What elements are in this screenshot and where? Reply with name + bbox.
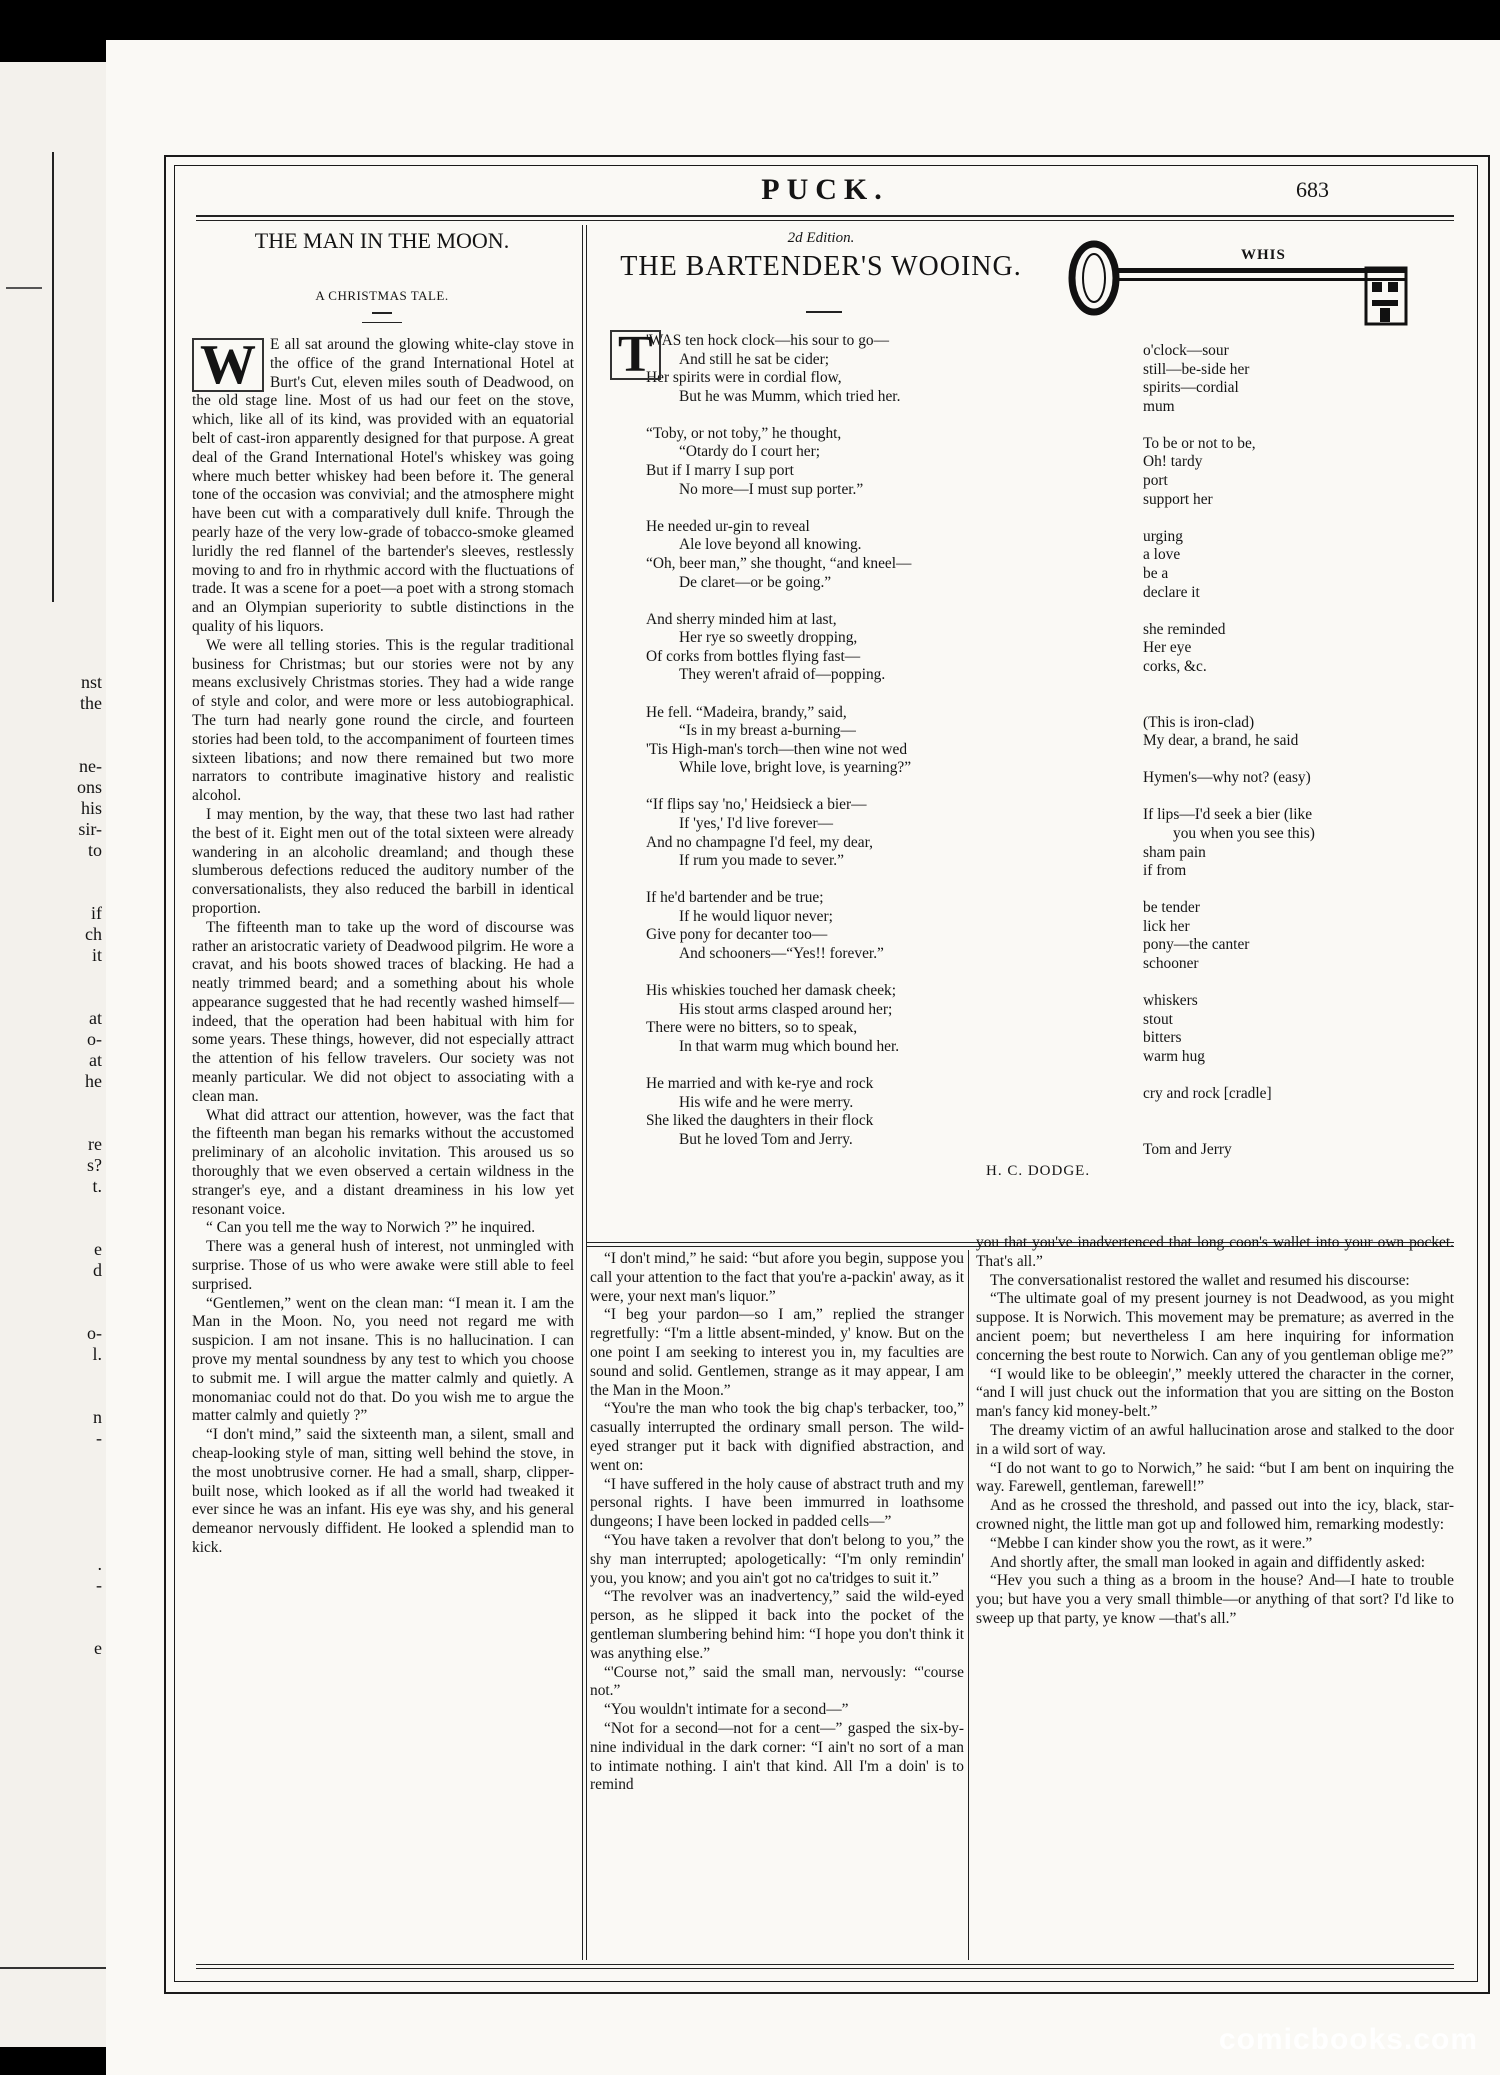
poem-line: And still he sat be cider;: [679, 350, 830, 368]
gloss-stanza: [1143, 992, 1443, 1066]
masthead-rule: [196, 215, 1454, 217]
poem-line: Her rye so sweetly dropping,: [679, 629, 858, 647]
story-paragraph: The dreamy victim of an awful hallucination arose and stalked to the door in a wild sort of way.: [976, 1421, 1454, 1458]
story-title: THE MAN IN THE MOON.: [254, 228, 510, 253]
poem-line: She liked the daughters in their flock: [646, 1112, 874, 1130]
poem-line: He needed ur-gin to reveal: [646, 517, 810, 535]
gloss-line: mum: [1143, 397, 1175, 415]
story-paragraph: “Not for a second—not for a cent—” gasped the six-by-nine individual in the dark corner: “I ain't no sort of a man to intimate nothing. I ain't that kind. All I'm a doin' is to remind: [590, 1719, 964, 1794]
ornament-rule: [362, 322, 402, 323]
poem-line: His wife and he were merry.: [679, 1093, 854, 1111]
previous-page-fragment: nst: [80, 672, 102, 692]
column-rule: [582, 1245, 583, 1960]
gloss-line: Tom and Jerry: [1143, 1140, 1232, 1158]
poem-stanza: [646, 518, 1066, 592]
previous-page-fragment: [0, 1596, 102, 1617]
previous-page-fragment: it: [91, 945, 102, 965]
poem-line: There were no bitters, so to speak,: [646, 1019, 858, 1037]
previous-page-fragment: [0, 1491, 102, 1512]
story-paragraph: you that you've inadvertenced that long coon's wallet into your own pocket. That's all.”: [976, 1234, 1454, 1270]
gloss-line: she reminded: [1143, 620, 1226, 638]
gloss-stanza: [1143, 528, 1443, 602]
poem-line: His stout arms clasped around her;: [679, 1000, 893, 1018]
gloss-line: cry and rock [cradle]: [1143, 1085, 1272, 1102]
previous-page-fragment: d: [93, 1260, 102, 1280]
poem-line: No more—I must sup porter.”: [679, 480, 864, 498]
gloss-line: whiskers: [1143, 992, 1198, 1010]
gloss-stanza: [1143, 621, 1443, 695]
poem-stanza: [646, 796, 1066, 870]
poem-author: H. C. DODGE.: [986, 1163, 1091, 1179]
previous-page-fragment: [0, 1470, 102, 1491]
story-paragraph: There was a general hush of interest, not unmingled with surprise. Those of us who were awake were still able to feel surprised.: [192, 1238, 574, 1293]
gloss-line: lick her: [1143, 917, 1190, 935]
gloss-line: Her eye: [1143, 639, 1192, 657]
story-paragraph: “You have taken a revolver that don't belong to you,” the shy man interrupted; apologetically: “I'm only remindin' you, you know; and you ain't got no ca'tridges to suit it.”: [590, 1531, 964, 1587]
previous-page-fragment: [0, 1197, 102, 1218]
story-column-2: [590, 1250, 964, 1795]
poem-line: They weren't afraid of—popping.: [679, 666, 886, 684]
poem-line: “Toby, or not toby,” he thought,: [646, 424, 842, 442]
column-rule: [586, 225, 587, 1245]
gloss-stanza: [1143, 899, 1443, 973]
previous-page-fragment: [0, 1533, 102, 1554]
previous-page-fragment: [0, 1365, 102, 1386]
poem-line: Of corks from bottles flying fast—: [646, 647, 861, 665]
previous-page-fragment: he: [85, 1071, 102, 1091]
story-paragraph: “I do not want to go to Norwich,” he said: “but I am bent on inquiring the way. Farewell, gentleman, farewell!”: [976, 1459, 1454, 1496]
gloss-line: pony—the canter: [1143, 936, 1250, 954]
poem-line: “Oh, beer man,” she thought, “and kneel—: [646, 554, 912, 572]
poem-line: In that warm mug which bound her.: [679, 1037, 900, 1055]
previous-page-fragment: ons: [76, 777, 102, 797]
poem-line: He married and with ke-rye and rock: [646, 1075, 874, 1092]
gloss-line: be a: [1143, 564, 1169, 582]
previous-page-fragment: o-: [87, 1029, 102, 1049]
poem-line: If 'yes,' I'd live forever—: [679, 814, 834, 832]
magazine-page: [106, 40, 1500, 2075]
gloss-line: Oh! tardy: [1143, 453, 1203, 471]
story-paragraph: “I don't mind,” he said: “but afore you begin, suppose you call your attention to the fact that you're a-packin' away, as it were, your next man's liquor.”: [590, 1250, 964, 1305]
previous-page-fragment: [0, 1386, 102, 1407]
poem-line: If he would liquor never;: [679, 907, 833, 925]
previous-page-fragment: n: [93, 1407, 102, 1427]
gloss-stanza: [1143, 806, 1443, 880]
gloss-stanza: [1143, 714, 1443, 788]
poem-line: His whiskies touched her damask cheek;: [646, 982, 897, 1000]
poem-line: 'WAS ten hock clock—his sour to go—: [646, 332, 890, 349]
poem-line: Her spirits were in cordial flow,: [646, 369, 842, 387]
poem-line: Give pony for decanter too—: [646, 926, 828, 944]
previous-page-fragment: [0, 735, 102, 756]
previous-page-fragment: [0, 1281, 102, 1302]
poem-stanza: [618, 326, 1066, 406]
gloss-line: If lips—I'd seek a bier (like: [1143, 806, 1313, 824]
story-paragraph: “The ultimate goal of my present journey is not Deadwood, as you might suppose. It is Norwich. This movement may be premature; as averred in the ancient poem; but nevertheless I am here inquiring for information concerning the best route to Norwich. Can any of you gentleman oblige me?”: [976, 1290, 1454, 1364]
previous-page-fragment: -: [96, 1428, 102, 1448]
masthead-rule: [196, 220, 1454, 221]
column-rule: [968, 1250, 969, 1960]
previous-page-fragment: sir-: [78, 819, 102, 839]
masthead: PUCK.: [761, 173, 889, 206]
poem-stanza: [646, 425, 1066, 499]
previous-page-fragment: re: [88, 1134, 102, 1154]
gloss-line: a love: [1143, 546, 1181, 564]
story-paragraph: What did attract our attention, however, was the fact that the fifteenth man began his remarks without the accustomed preliminary of an alcoholic invitation. This aroused us so thoroughly that we even observed a certain wildness in the stranger's eye, and a distant dreaminess in his low yet resonant voice.: [192, 1106, 574, 1218]
poem-line: He fell. “Madeira, brandy,” said,: [646, 703, 847, 721]
previous-page-fragment: [0, 1302, 102, 1323]
poem-line: “Is in my breast a-burning—: [679, 722, 856, 740]
gloss-line: schooner: [1143, 955, 1199, 973]
poem-line: De claret—or be going.”: [679, 573, 832, 591]
previous-page-fragment: -: [96, 1575, 102, 1595]
poem-stanza: [646, 889, 1066, 963]
previous-page-fragment: [0, 987, 102, 1008]
previous-page-fragment: [0, 1113, 102, 1134]
story-paragraph: “The revolver was an inadvertency,” said the wild-eyed person, as he slipped it back into the pocket of the gentleman slumbering behind him: “I hope you don't think it was anything else.”: [590, 1588, 964, 1662]
poem-line: While love, bright love, is yearning?”: [679, 759, 912, 777]
previous-page-fragment: ne-: [79, 756, 102, 776]
gloss-line: be tender: [1143, 899, 1200, 917]
key-label: WHIS: [1238, 247, 1289, 264]
previous-page-fragment: [0, 1512, 102, 1533]
poem-edition-note: 2d Edition.: [787, 230, 855, 246]
column-rule: [586, 1245, 587, 1960]
bottom-rule: [196, 1964, 1454, 1965]
ornament-rule: [806, 311, 842, 313]
poem-line: But he was Mumm, which tried her.: [679, 387, 901, 405]
previous-page-fragment: ch: [85, 924, 102, 944]
story-paragraph: “You're the man who took the big chap's terbacker, too,” casually interrupted the ordinary small person. The wild-eyed stranger put it back with dignified abstraction, and went on:: [590, 1400, 964, 1474]
gloss-line: My dear, a brand, he said: [1143, 732, 1299, 750]
poem-line: 'Tis High-man's torch—then wine not wed: [646, 740, 908, 758]
previous-page-rule: [0, 1967, 106, 1969]
previous-page-fragment: if: [91, 903, 102, 923]
poem-stanza: [646, 982, 1066, 1056]
previous-page-fragment: [0, 861, 102, 882]
story-paragraph: “Mebbe I can kinder show you the rowt, as it were.”: [990, 1534, 1313, 1552]
column-rule: [582, 225, 583, 1245]
gloss-line: urging: [1143, 527, 1183, 545]
previous-page-fragment: the: [80, 693, 102, 713]
ornament-dot: [372, 312, 392, 314]
poem-stanza: [646, 704, 1066, 778]
previous-page-fragment: .: [97, 1554, 102, 1574]
previous-page-fragment: [0, 966, 102, 987]
story-paragraph: “I have suffered in the holy cause of abstract truth and my personal rights. I have been immurred in loathsome dungeons; I have been locked in padded cells—”: [590, 1475, 964, 1531]
poem-line: If rum you made to sever.”: [679, 852, 844, 870]
gloss-line: you when you see this): [1173, 824, 1315, 842]
gloss-line: To be or not to be,: [1143, 434, 1256, 452]
previous-page-fragment: [0, 1449, 102, 1470]
story-first-paragraph: [192, 336, 574, 637]
page-number: 683: [1296, 177, 1329, 202]
gloss-line: [1143, 1104, 1443, 1123]
story-paragraph: The fifteenth man to take up the word of discourse was rather an aristocratic variety of Deadwood pilgrim. He wore a cravat, and his boots showed traces of blacking. He had a neatly trimmed beard; and a something about his whole appearance suggested that he had recently washed himself—indeed, that the operation had been habitual with him for some years. These things, however, did not especially attract the attention of his fellow travelers. Our society was not meanly particular. We did not object to associating with a clean man.: [192, 918, 574, 1105]
previous-page-fragment: at: [89, 1008, 102, 1028]
gloss-line: o'clock—sour: [1143, 342, 1229, 359]
previous-page-fragment: at: [89, 1050, 102, 1070]
gloss-line: support her: [1143, 490, 1213, 508]
previous-page-fragment: [0, 882, 102, 903]
previous-page-fragment: to: [87, 840, 102, 860]
gloss-line: bitters: [1143, 1029, 1182, 1047]
poem-line: And schooners—“Yes!! forever.”: [679, 945, 884, 963]
gloss-line: [1143, 676, 1443, 695]
previous-page-rule: [6, 287, 42, 289]
previous-page-fragment: s?: [87, 1155, 102, 1175]
poem-line: “Otardy do I court her;: [679, 443, 821, 461]
poem-line: And sherry minded him at last,: [646, 610, 837, 628]
story-paragraph: And as he crossed the threshold, and passed out into the icy, black, star-crowned night, the little man got up and followed him, remarking modestly:: [976, 1497, 1454, 1533]
poem-gloss: [1143, 342, 1443, 1178]
poem-line: But he loved Tom and Jerry.: [679, 1130, 853, 1148]
poem-line: If he'd bartender and be true;: [646, 889, 824, 907]
previous-page-text-fragments: [0, 672, 106, 1659]
watermark: comicbooks.com: [1218, 2023, 1478, 2056]
story-paragraph: The conversationalist restored the wallet and resumed his discourse:: [990, 1271, 1410, 1289]
gloss-line: [1143, 751, 1443, 770]
story-paragraph: I may mention, by the way, that these two last had rather the best of it. Eight men out of the total sixteen were already wandering in an alcoholic dreamland; and though these slumberous defections reduced the auditory number of the conversationalists, they also reduced the barbill in identical proportion.: [192, 805, 574, 917]
gloss-line: stout: [1143, 1010, 1173, 1028]
previous-page-fragment: [0, 1617, 102, 1638]
gloss-line: sham pain: [1143, 843, 1206, 861]
story-column-3: [976, 1234, 1454, 1629]
poem-title: THE BARTENDER'S WOOING.: [620, 251, 1022, 282]
story-paragraph: We were all telling stories. This is the regular traditional business for Christmas; but our stories were not by any means exclusively Christmas stories. They had a wide range of style and color, and were more or less autobiographical. The turn had nearly gone round the circle, and fourteen stories had been told, to the accompaniment of fourteen times sixteen libations; and now there remained but two more narrators to contribute imaginative history and realistic alcohol.: [192, 636, 574, 805]
gloss-line: warm hug: [1143, 1047, 1205, 1065]
gloss-line: if from: [1143, 862, 1187, 880]
poem-line: Ale love beyond all knowing.: [679, 536, 862, 554]
previous-page-fragment: e: [94, 1638, 102, 1658]
gloss-stanza: [1143, 342, 1443, 416]
gloss-line: declare it: [1143, 583, 1200, 601]
story-paragraph: “Hev you such a thing as a broom in the house? And—I hate to trouble you; but have you a very small thimble—or anything of that sort? I'd like to sweep up that party, ye know —that's all.”: [976, 1572, 1454, 1627]
poem-body: [618, 326, 1066, 1168]
gloss-line: [1143, 1122, 1443, 1141]
gloss-line: still—be-side her: [1143, 360, 1250, 378]
story-paragraph: “Gentlemen,” went on the clean man: “I mean it. I am the Man in the Moon. No, you need not regard me with suspicion. I am not insane. This is no hallucination. I can prove my mental soundness by any test to which you choose to submit me. I will argue the matter calmly and quietly. A monomaniac could not do that. Do you wish me to argue the matter calmly and quietly ?”: [192, 1294, 574, 1425]
previous-page-edge: [0, 62, 106, 2047]
previous-page-fragment: [0, 1218, 102, 1239]
story-paragraph: “You wouldn't intimate for a second—”: [604, 1701, 849, 1719]
poem-stanza: [646, 1075, 1066, 1149]
bottom-rule: [196, 1968, 1454, 1969]
story-column-1: [192, 336, 574, 1558]
previous-page-fragment: t.: [92, 1176, 102, 1196]
drop-cap: T: [610, 330, 661, 380]
previous-page-fragment: [0, 714, 102, 735]
poem-line: And no champagne I'd feel, my dear,: [646, 833, 873, 851]
gloss-line: Hymen's—why not? (easy): [1143, 769, 1311, 787]
gloss-stanza: [1143, 1085, 1443, 1159]
story-paragraph: “'Course not,” said the small man, nervously: “'course not.”: [590, 1663, 964, 1700]
story-paragraph: “ Can you tell me the way to Norwich ?” he inquired.: [206, 1219, 536, 1237]
previous-page-fragment: e: [94, 1239, 102, 1259]
poem-line: “If flips say 'no,' Heidsieck a bier—: [646, 796, 867, 814]
gloss-line: spirits—cordial: [1143, 379, 1239, 397]
previous-page-fragment: o-: [87, 1323, 102, 1343]
poem-line: But if I marry I sup port: [646, 462, 794, 480]
gloss-line: corks, &c.: [1143, 657, 1207, 675]
story-paragraph: “I don't mind,” said the sixteenth man, a silent, small and cheap-looking style of man, sitting well behind the stove, in the most unobtrusive corner. He had a small, sharp, clipper-built nose, which looked as if all the world had tweaked it ever since he was an infant. His eye was shy, and his general demeanor nervously diffident. He looked a splendid man to kick.: [192, 1426, 574, 1556]
previous-page-fragment: [0, 1092, 102, 1113]
previous-page-fragment: l.: [92, 1344, 102, 1364]
story-paragraph: “I would like to be obleegin',” meekly uttered the character in the corner, “and I will just chuck out the information that you are sitting on the Boston man's fancy kid money-belt.”: [976, 1365, 1454, 1421]
story-paragraph: And shortly after, the small man looked in again and diffidently asked:: [990, 1553, 1426, 1571]
story-paragraph: “I beg your pardon—so I am,” replied the stranger regretfully: “I'm a little absent-minded, y' know. But on the one point I am seeking to interest you in, my faculties are sound and solid. Gentlemen, strange as it may appear, I am the Man in the Moon.”: [590, 1306, 964, 1399]
gloss-line: port: [1143, 472, 1168, 490]
previous-page-rule: [52, 152, 54, 602]
gloss-stanza: [1143, 435, 1443, 509]
story-paragraph-text: E all sat around the glowing white-clay stove in the office of the grand International Hotel at Burt's Cut, eleven miles south of Deadwood, on the old stage line. Most of us had our feet on the stove, which, like all of its kind, was provided with an equatorial belt of cast-iron apparently designed for that purpose. A great deal of the Grand International Hotel's whiskey was going where much better whiskey had been before it. The general tone of the occasion was convivial; and the atmosphere might have been cut with a comparatively dull knife. Through the pearly haze of the very low-grade of tobacco-smoke gleamed luridly the red flannel of the bartender's sleeves, restlessly moving to and fro in rhythmic accord with the fluctuations of trade. It was a scene for a poet—a poet with a strong stomach and an Olympian superiority to subtle distinctions in the quality of his liquors.: [192, 336, 574, 635]
previous-page-fragment: his: [80, 798, 102, 818]
gloss-line: (This is iron-clad): [1143, 713, 1255, 731]
story-subtitle: A CHRISTMAS TALE.: [315, 288, 449, 303]
poem-stanza: [646, 611, 1066, 685]
drop-cap: W: [192, 338, 264, 392]
